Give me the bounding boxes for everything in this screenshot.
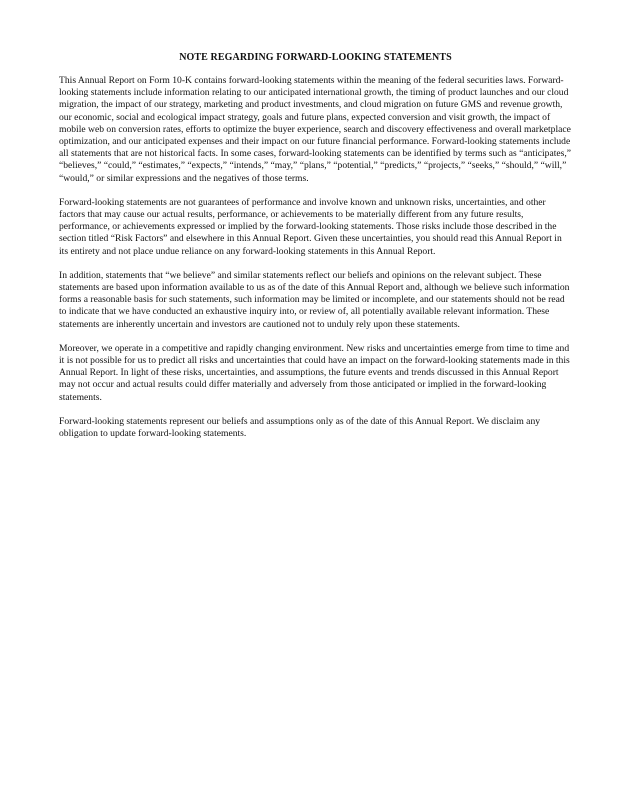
paragraph-beliefs: In addition, statements that “we believe” and similar statements reflect our beliefs and opinions on the relevant subject. These statements are based upon information available to us as of the date of this Annual Report and, although we believe such information forms a reasonable basis for such statements, such information may be limited or incomplete, and our statements should not be read to indicate that we have conducted an exhaustive inquiry into, or review of, all potentially available relevant information. These statements are inherently uncertain and investors are cautioned not to unduly rely upon these statements. [59,269,570,330]
paragraph-intro: This Annual Report on Form 10-K contains forward-looking statements within the meaning of the federal securities laws. Forward-looking statements include information relating to our anticipated international growth, the timing of product launches and our cloud migration, the impact of our strategy, marketing and product investments, and cloud migration on future GMS and revenue growth, our economic, social and ecological impact strategy, goals and future plans, expected conversion and visit growth, the impact of mobile web on conversion rates, efforts to optimize the buyer experience, search and discovery effectiveness and overall marketplace optimization, and our anticipated expenses and their impact on our future financial performance. Forward-looking statements include all statements that are not historical facts. In some cases, forward-looking statements can be identified by terms such as “anticipates,” “believes,” “could,” “estimates,” “expects,” “intends,” “may,” “plans,” “potential,” “predicts,” “projects,” “seeks,” “should,” “will,” “would,” or similar expressions and the negatives of those terms. [59,75,572,184]
page-title: NOTE REGARDING FORWARD-LOOKING STATEMENTS [179,52,452,63]
document-page [59,51,572,452]
paragraph-disclaimer: Forward-looking statements represent our beliefs and assumptions only as of the date of this Annual Report. We disclaim any obligation to update forward-looking statements. [59,415,541,440]
paragraph-guarantees: Forward-looking statements are not guarantees of performance and involve known and unknown risks, uncertainties, and other factors that may cause our actual results, performance, or achievements to be materially different from any future results, performance, or achievements expressed or implied by the forward-looking statements. Those risks include those described in the section titled “Risk Factors” and elsewhere in this Annual Report. Given these uncertainties, you should read this Annual Report in its entirety and not place undue reliance on any forward-looking statements in this Annual Report. [59,196,562,257]
paragraph-environment: Moreover, we operate in a competitive and rapidly changing environment. New risks and uncertainties emerge from time to time and it is not possible for us to predict all risks and uncertainties that could have an impact on the forward-looking statements made in this Annual Report. In light of these risks, uncertainties, and assumptions, the future events and trends discussed in this Annual Report may not occur and actual results could differ materially and adversely from those anticipated or implied in the forward-looking statements. [59,342,570,403]
